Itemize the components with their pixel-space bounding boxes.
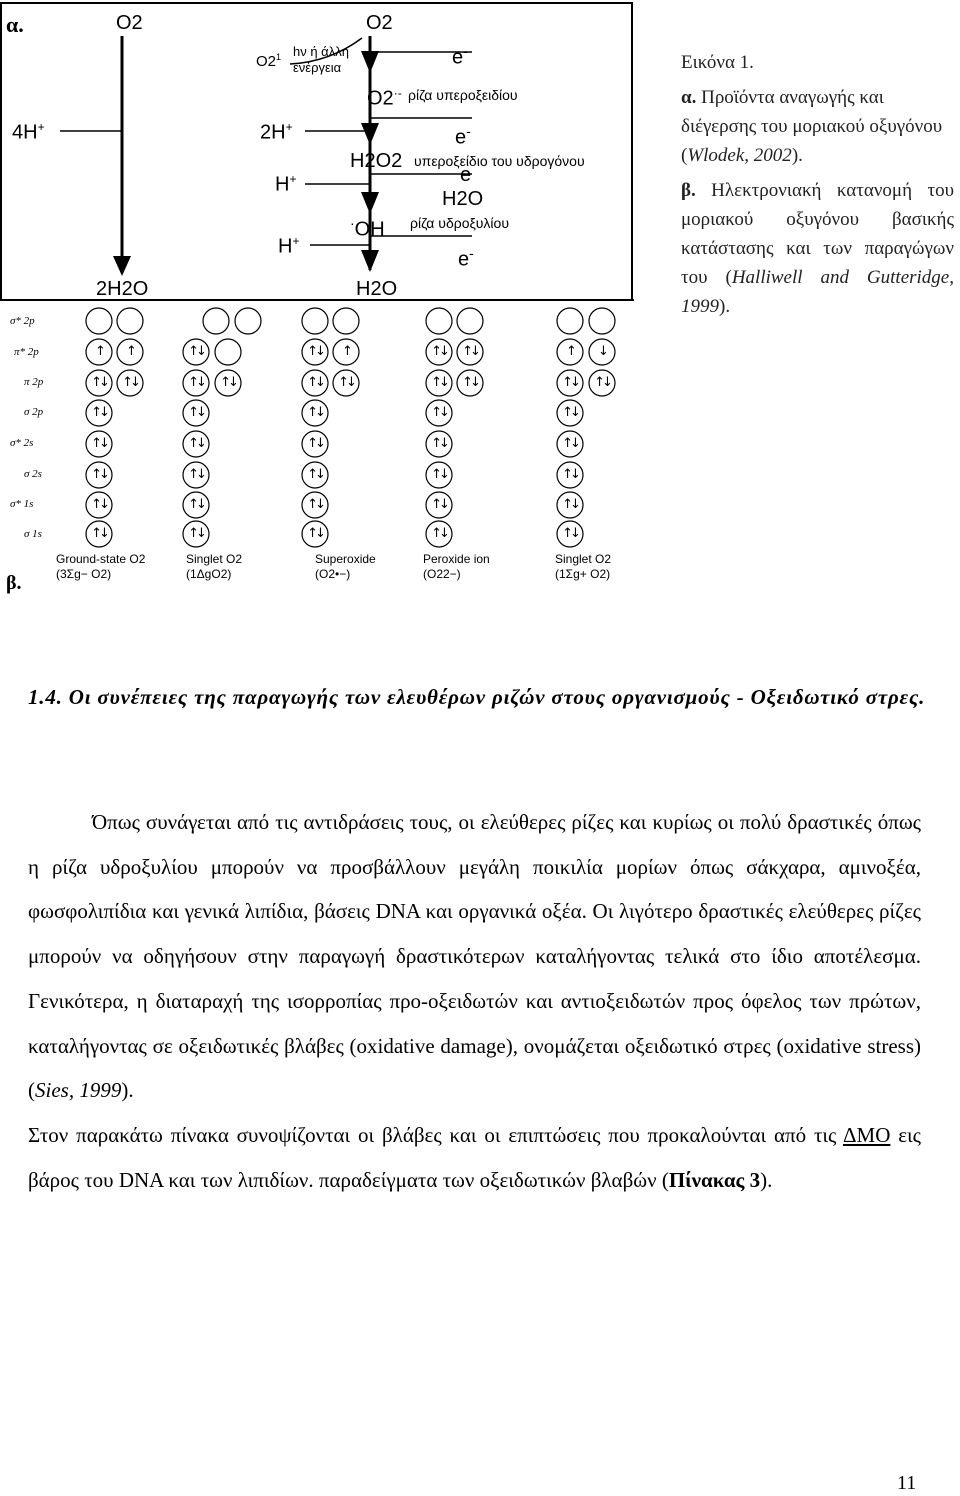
column-title: Superoxide [315, 552, 376, 566]
electron-arrow: ↑↓ [431, 526, 447, 541]
electron-arrow: ↑↓ [338, 375, 354, 390]
electron-arrow: ↑↓ [188, 344, 204, 359]
electron-arrow: ↑↓ [307, 467, 323, 482]
h2o-left-label: 2H2O [96, 278, 149, 300]
electron-arrow: ↑↓ [188, 497, 204, 512]
electron-arrow: ↑ [342, 344, 350, 359]
electron-arrow: ↑↓ [431, 436, 447, 451]
electron-arrow: ↑↓ [307, 497, 323, 512]
electron-label-4: e- [458, 245, 474, 271]
electron-arrow: ↑↓ [91, 526, 107, 541]
electron-arrow: ↑↓ [462, 344, 478, 359]
electron-arrow: ↑↓ [91, 497, 107, 512]
h2o-mid-label: H2O [356, 278, 398, 300]
electron-arrow: ↑↓ [188, 526, 204, 541]
electron-arrow: ↑↓ [562, 497, 578, 512]
caption-part-b: β. Ηλεκτρονιακή κατανομή του μοριακού οξυγόνου βασικής κατάστασης και των παραγώγων του (Halliwell and Gutteridge, 1999). [681, 180, 954, 317]
figure-caption [681, 48, 954, 321]
electron-arrow: ↑↓ [91, 405, 107, 420]
h2o-small-label: H2O [442, 188, 484, 210]
h-plus-label-1: H+ [275, 172, 297, 196]
electron-arrow: ↑↓ [188, 375, 204, 390]
column-title: Singlet O2 [555, 552, 612, 566]
hydroxyl-radical-name: ρίζα υδροξυλίου [410, 215, 509, 231]
electron-arrow: ↓ [598, 344, 606, 359]
electron-arrow: ↑ [95, 344, 103, 359]
o2-left-label: O2 [116, 12, 143, 34]
electron-arrow: ↑↓ [307, 436, 323, 451]
h-plus-label-2: H+ [278, 234, 300, 258]
h2-plus-label: 2H+ [260, 120, 293, 144]
electron-arrow: ↑↓ [431, 405, 447, 420]
column-subtitle: (1ΔgO2) [186, 567, 232, 581]
orbital-row-label: σ* 2s [10, 437, 34, 449]
electron-arrow: ↑↓ [431, 467, 447, 482]
electron-arrow: ↑↓ [562, 467, 578, 482]
superoxide-radical-name: ρίζα υπεροξειδίου [408, 87, 518, 103]
column-title: Peroxide ion [423, 552, 490, 566]
orbital-row-label: σ* 1s [10, 498, 34, 510]
page-number: 11 [897, 1472, 917, 1494]
o2-top-label: O2 [366, 12, 393, 34]
electron-arrow: ↑↓ [307, 375, 323, 390]
electron-arrow: ↑↓ [91, 375, 107, 390]
electron-arrow: ↑↓ [91, 436, 107, 451]
electron-arrow: ↑↓ [220, 375, 236, 390]
electron-arrow: ↑↓ [431, 344, 447, 359]
singlet-o2-label: $O2^1$ [256, 52, 282, 70]
electron-arrow: ↑↓ [307, 344, 323, 359]
electron-arrow: ↑↓ [562, 375, 578, 390]
electron-arrow: ↑↓ [431, 375, 447, 390]
orbital-row-label: σ 2s [24, 468, 42, 480]
column-subtitle: (O22−) [423, 567, 461, 581]
orbital-row-label: σ 1s [24, 528, 42, 540]
panel-b-label: β. [6, 572, 22, 594]
column-subtitle: (O2•−) [315, 567, 351, 581]
hv-energy-label: hν ή άλλη ενέργεια [293, 44, 349, 75]
orbital-row-label: σ* 2p [10, 315, 35, 327]
electron-label-2: e- [455, 123, 471, 149]
column-subtitle: (1Σg+ O2) [555, 567, 611, 581]
electron-arrow: ↑↓ [594, 375, 610, 390]
h2o2-label: H2O2 [350, 150, 403, 172]
electron-label-3: e [460, 164, 472, 186]
electron-arrow: ↑ [566, 344, 574, 359]
hydrogen-peroxide-name: υπεροξείδιο του υδρογόνου [414, 153, 585, 169]
electron-arrow: ↑ [126, 344, 134, 359]
electron-arrow: ↑↓ [431, 497, 447, 512]
column-subtitle: (3Σg− O2) [56, 567, 112, 581]
paragraph-1: Όπως συνάγεται από τις αντιδράσεις τους, οι ελεύθερες ρίζες και κυρίως οι πολύ δραστικές όπως η ρίζα υδροξυλίου μπορούν να προσβάλλουν μεγάλη ποικιλία μορίων όπως σάκχαρα, αμινοξέα, φωσφολιπίδια και γενικά λιπίδια, βάσεις DNA και οργανικά οξέα. Οι λιγότερο δραστικές ελεύθερες ρίζες μπορούν να οδηγήσουν στην παραγωγή δραστικότερων καταλήγοντας τελικά στο ίδιο αποτέλεσμα. Γενικότερα, η διαταραχή της ισορροπίας προ-οξειδωτών και αντιοξειδωτών προς όφελος των πρώτων, καταλήγοντας σε οξειδωτικές βλάβες (oxidative damage), ονομάζεται οξειδωτικό στρες (oxidative stress) (Sies, 1999). [28, 810, 921, 1103]
electron-arrow: ↑↓ [462, 375, 478, 390]
h4-label: 4H+ [12, 120, 45, 144]
electron-arrow: ↑↓ [562, 405, 578, 420]
electron-arrow: ↑↓ [307, 526, 323, 541]
body-text [28, 800, 921, 1202]
electron-arrow: ↑↓ [562, 436, 578, 451]
section-heading: 1.4. Οι συνέπειες της παραγωγής των ελευθέρων ριζών στους οργανισμούς - Οξειδωτικό στρες. [28, 685, 926, 709]
superoxide-species-label: O2·- [367, 86, 402, 110]
electron-arrow: ↑↓ [188, 467, 204, 482]
electron-arrow: ↑↓ [91, 467, 107, 482]
electron-arrow: ↑↓ [307, 405, 323, 420]
panel-a-label: α. [6, 12, 24, 37]
electron-arrow: ↑↓ [188, 405, 204, 420]
caption-title: Εικόνα 1. [681, 52, 754, 73]
paragraph-2: Στον παρακάτω πίνακα συνοψίζονται οι βλάβες και οι επιπτώσεις που προκαλούνται από τις ΔΜΟ εις βάρος του DNA και των λιπιδίων. παραδείγματα των οξειδωτικών βλαβών (Πίνακας 3). [28, 1122, 921, 1192]
orbital-row-label: π 2p [24, 376, 44, 388]
orbital-row-label: π* 2p [14, 346, 39, 358]
electron-arrow: ↑↓ [562, 526, 578, 541]
electron-arrow: ↑↓ [122, 375, 138, 390]
column-title: Ground-state O2 [56, 552, 146, 566]
column-title: Singlet O2 [186, 552, 243, 566]
oh-label: ·OH [350, 215, 385, 241]
electron-arrow: ↑↓ [188, 436, 204, 451]
orbital-row-label: σ 2p [24, 406, 44, 418]
electron-label-1: e- [452, 43, 468, 69]
caption-part-a: α. Προϊόντα αναγωγής και διέγερσης του μοριακού οξυγόνου (Wlodek, 2002). [681, 87, 943, 166]
